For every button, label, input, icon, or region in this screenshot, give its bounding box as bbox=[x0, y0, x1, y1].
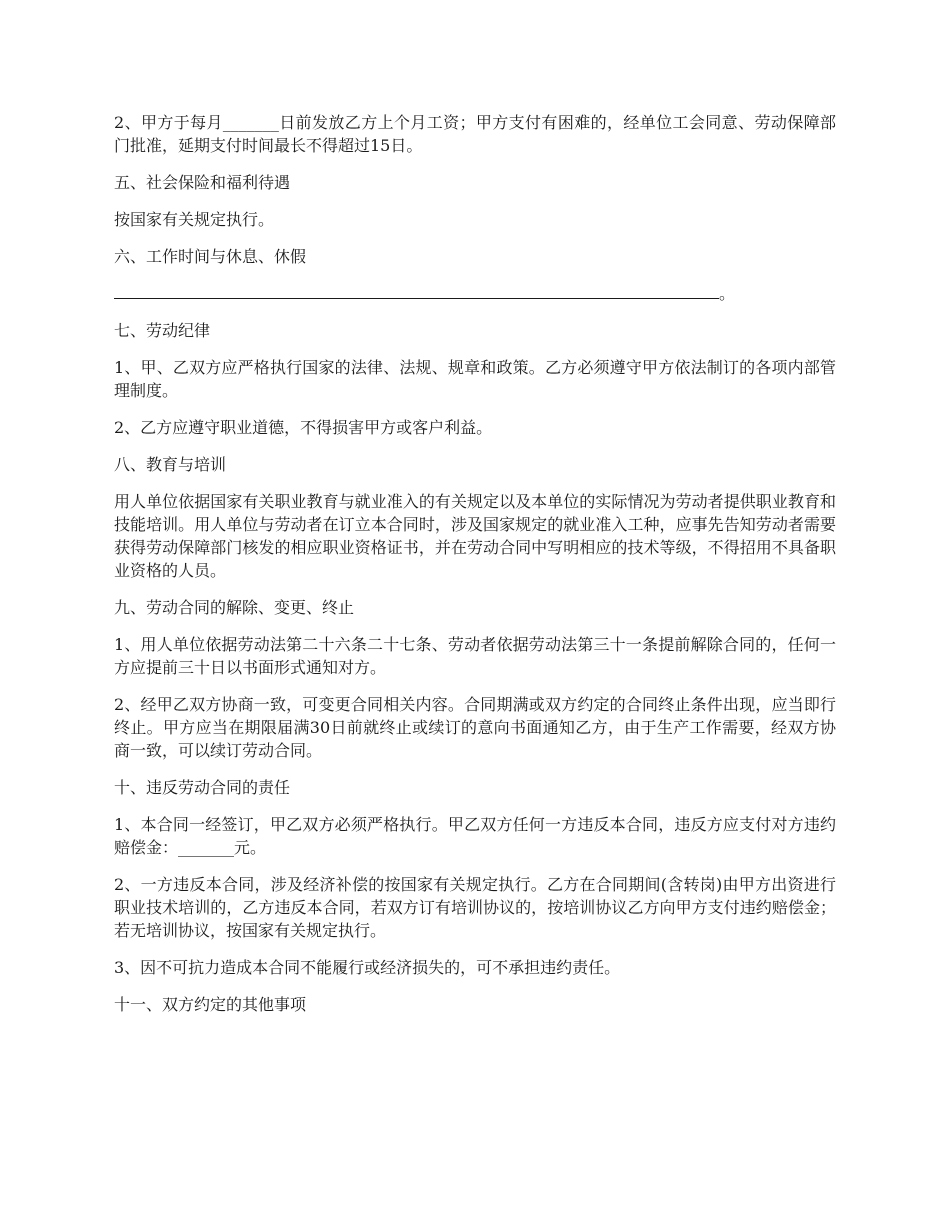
fill-in-line bbox=[114, 297, 719, 299]
blank-working-hours bbox=[114, 282, 836, 305]
clause-education-training: 用人单位依据国家有关职业教育与就业准入的有关规定以及本单位的实际情况为劳动者提供职业教育和技能培训。用人单位与劳动者在订立本合同时，涉及国家规定的就业准入工种，应事先告知劳动者需要获得劳动保障部门核发的相应职业资格证书，并在劳动合同中写明相应的技术等级，不得招用不具备职业资格的人员。 bbox=[114, 492, 836, 580]
clause-liability-1: 1、本合同一经签订，甲乙双方必须严格执行。甲乙双方任何一方违反本合同，违反方应支付对方违约赔偿金：_______元。 bbox=[114, 815, 836, 857]
section-heading-education-training: 八、教育与培训 bbox=[114, 455, 227, 474]
section-heading-termination: 九、劳动合同的解除、变更、终止 bbox=[114, 598, 355, 617]
blank-line-end-mark: 。 bbox=[719, 284, 736, 303]
clause-liability-3: 3、因不可抗力造成本合同不能履行或经济损失的，可不承担违约责任。 bbox=[114, 958, 621, 977]
section-heading-social-insurance: 五、社会保险和福利待遇 bbox=[114, 173, 291, 192]
clause-termination-1: 1、用人单位依据劳动法第二十六条二十七条、劳动者依据劳动法第三十一条提前解除合同的，任何一方应提前三十日以书面形式通知对方。 bbox=[114, 635, 836, 677]
clause-discipline-2: 2、乙方应遵守职业道德，不得损害甲方或客户利益。 bbox=[114, 418, 493, 437]
clause-social-insurance: 按国家有关规定执行。 bbox=[114, 210, 275, 229]
clause-wage-payment: 2、甲方于每月_______日前发放乙方上个月工资；甲方支付有困难的，经单位工会同意、劳动保障部门批准，延期支付时间最长不得超过15日。 bbox=[114, 113, 836, 155]
clause-termination-2: 2、经甲乙双方协商一致，可变更合同相关内容。合同期满或双方约定的合同终止条件出现，应当即行终止。甲方应当在期限届满30日前就终止或续订的意向书面通知乙方，由于生产工作需要，经双方协商一致，可以续订劳动合同。 bbox=[114, 695, 836, 760]
clause-discipline-1: 1、甲、乙双方应严格执行国家的法律、法规、规章和政策。乙方必须遵守甲方依法制订的各项内部管理制度。 bbox=[114, 358, 836, 400]
section-heading-working-hours: 六、工作时间与休息、休假 bbox=[114, 247, 307, 266]
section-heading-liability: 十、违反劳动合同的责任 bbox=[114, 778, 291, 797]
document-page bbox=[114, 111, 836, 1030]
section-heading-labor-discipline: 七、劳动纪律 bbox=[114, 321, 211, 340]
section-heading-other-matters: 十一、双方约定的其他事项 bbox=[114, 995, 307, 1014]
clause-liability-2: 2、一方违反本合同，涉及经济补偿的按国家有关规定执行。乙方在合同期间(含转岗)由甲方出资进行职业技术培训的，乙方违反本合同，若双方订有培训协议的，按培训协议乙方向甲方支付违约赔偿金；若无培训协议，按国家有关规定执行。 bbox=[114, 875, 836, 940]
